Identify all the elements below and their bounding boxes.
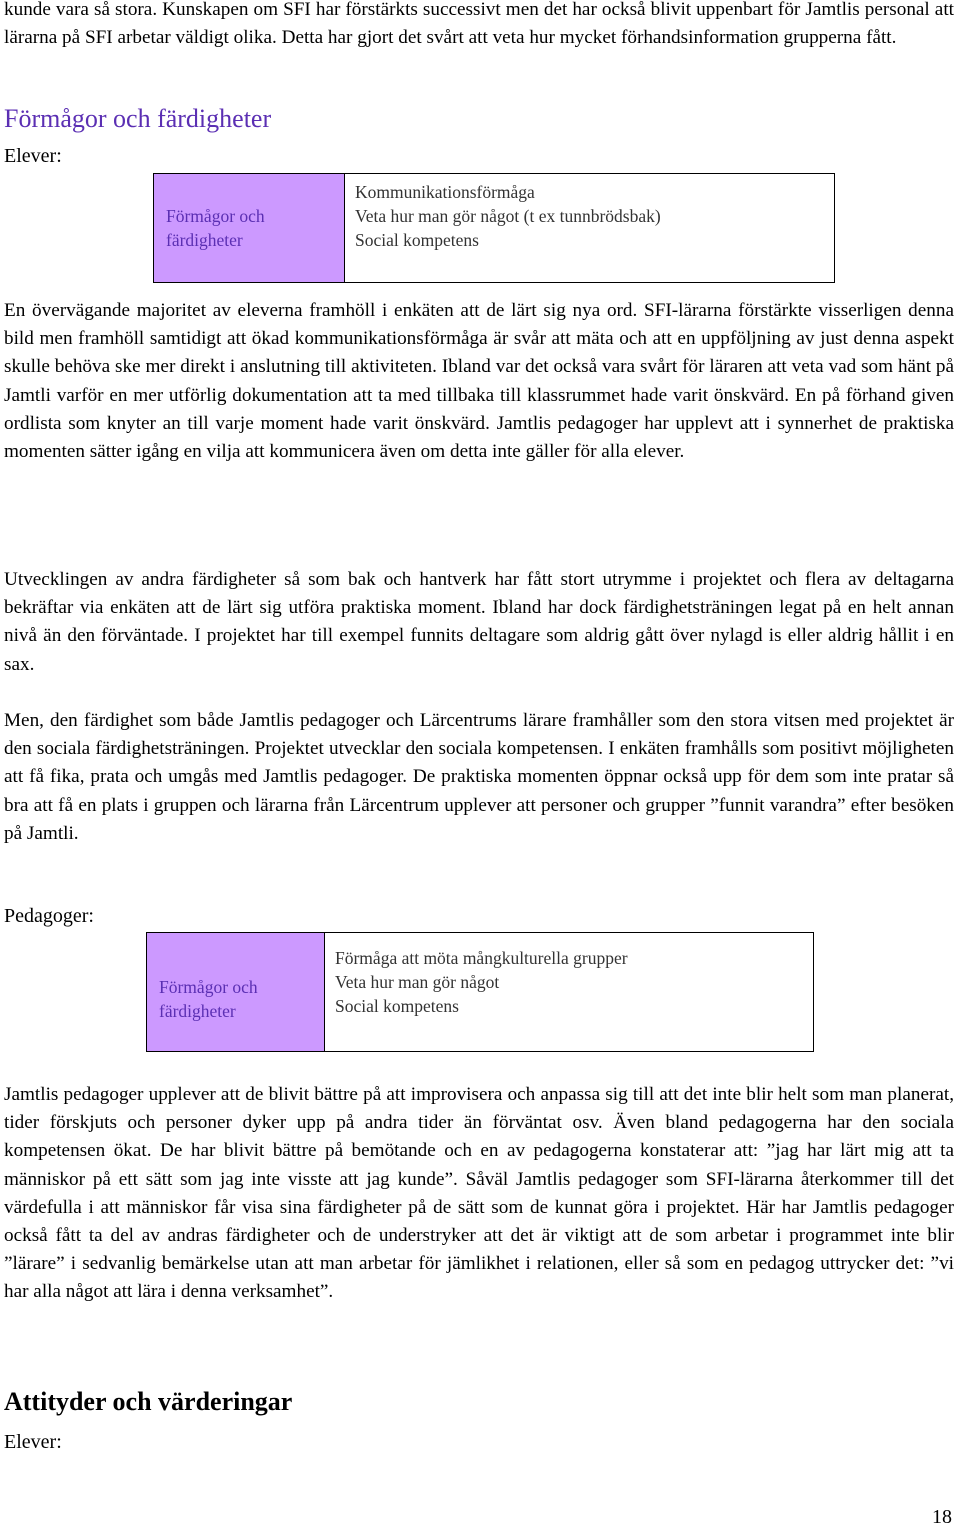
paragraph: En övervägande majoritet av eleverna framhöll i enkäten att de lärt sig nya ord. SFI-lärarna förstärkte visserligen denna bild men framhöll samtidigt att ökad kommunikationsförmåga är svår att mäta och att en uppföljning av just denna aspekt skulle behöva ske mer direkt i anslutning till aktiviteten. Ibland var det också vara svårt för läraren att veta vad som hänt på Jamtli varför en mer utförlig dokumentation att ta med tillbaka till klassrummet hade varit önskvärd. En på förhand given ordlista som knyter an till varje moment hade varit önskvärd. Jamtlis pedagoger har upplevt att i synnerhet de praktiska momenten sätter igång en vilja att kommunicera även om detta inte gäller för alla elever. — [4, 300, 954, 463]
skills-table-category: Förmågor och färdigheter — [147, 933, 325, 1051]
skills-table-elever — [153, 173, 835, 283]
intro-paragraph: kunde vara så stora. Kunskapen om SFI har förstärkts successivt men det har också blivit uppenbart för Jamtlis personal att lärarna på SFI arbetar väldigt olika. Detta har gjort det svårt att veta hur mycket förhandsinformation grupperna fått. — [4, 0, 954, 49]
label-elever: Elever: — [4, 1431, 62, 1453]
label-elever: Elever: — [4, 145, 62, 167]
skills-item: Kommunikationsförmåga — [355, 182, 535, 202]
body-text — [4, 1081, 954, 1307]
skills-item: Social kompetens — [355, 230, 479, 250]
body-text — [4, 283, 954, 466]
skills-table-items — [345, 174, 661, 282]
body-text — [4, 566, 954, 679]
label-pedagoger: Pedagoger: — [4, 905, 94, 927]
paragraph: Jamtlis pedagoger upplever att de blivit bättre på att improvisera och anpassa sig till att det inte blir helt som man planerat, tider förskjuts och personer dyker upp på andra tider än förväntat osv. Även bland pedagogerna har den sociala kompetensen ökat. De har blivit bättre på bemötande och en av pedagogerna konstaterar att: ”jag har lärt mig att ta människor på ett sätt som jag inte visste att jag kunde”. Såväl Jamtlis pedagoger som SFI-lärarna återkommer till det värdefulla i att människor får visa sina färdigheter på de sätt som de kunnat göra i projektet. Här har Jamtlis pedagoger också fått ta del av andras färdigheter och de understryker att det är viktigt att de som arbetar i programmet inte blir ”lärare” i sedvanlig bemärkelse utan att man arbetar för jämlikhet i relationen, eller så som en pedagog uttrycker det: ”vi har alla något att lära i denna verksamhet”. — [4, 1084, 954, 1303]
skills-table-items — [325, 933, 628, 1051]
skills-item: Förmåga att möta mångkulturella grupper — [335, 948, 628, 968]
skills-table-pedagoger — [146, 932, 814, 1052]
paragraph: Utvecklingen av andra färdigheter så som bak och hantverk har fått stort utrymme i projektet och flera av deltagarna bekräftar via enkäten att de lärt sig utföra praktiska moment. Ibland har dock färdighetsträningen legat på en helt annan nivå än den förväntade. I projektet har till exempel funnits deltagare som aldrig gått över nylagd is eller aldrig hållit i en sax. — [4, 569, 954, 675]
section-heading-attityder: Attityder och värderingar — [4, 1387, 293, 1416]
paragraph: Men, den färdighet som både Jamtlis pedagoger och Lärcentrums lärare framhåller som den stora vitsen med projektet är den sociala färdighetsträningen. Projektet utvecklar den sociala kompetensen. I enkäten framhålls som positivt möjligheten att få fika, prata och umgås med Jamtlis pedagoger. De praktiska momenten öppnar också upp för dem som inte pratar så bra att få en plats i gruppen och lärarna från Lärcentrum upplever att personer och grupper ”funnit varandra” efter besöken på Jamtli. — [4, 710, 954, 844]
section-heading-formagor: Förmågor och färdigheter — [4, 104, 272, 133]
skills-table-category: Förmågor och färdigheter — [154, 174, 345, 282]
page-number: 18 — [932, 1506, 952, 1528]
skills-item: Veta hur man gör något — [335, 972, 500, 992]
skills-item: Veta hur man gör något (t ex tunnbrödsbak) — [355, 206, 661, 226]
skills-item: Social kompetens — [335, 996, 459, 1016]
body-text — [4, 707, 954, 848]
